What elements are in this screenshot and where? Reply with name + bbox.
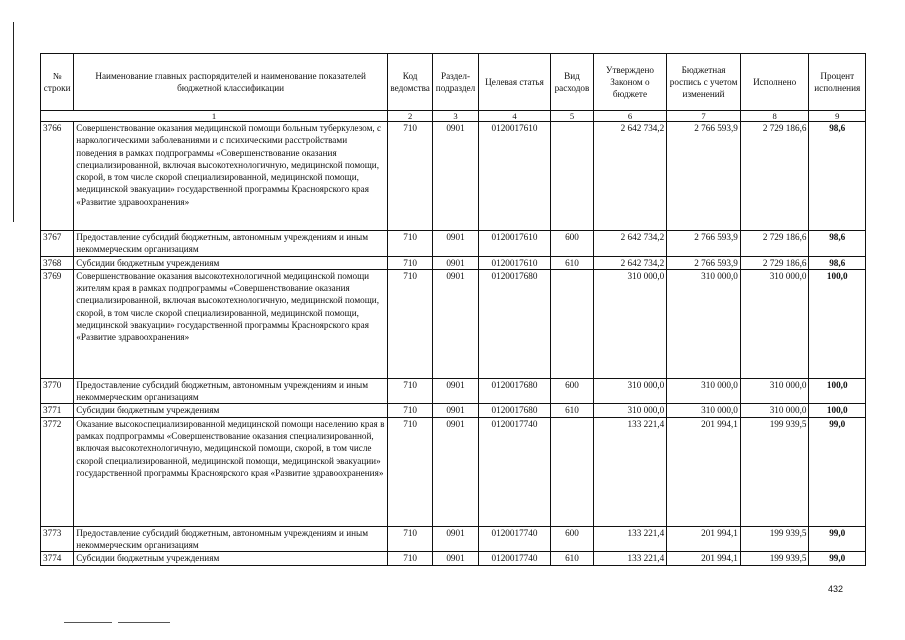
- header-dept-code: Код ведомства: [387, 54, 432, 111]
- margin-line: [13, 22, 14, 222]
- col-number-1: 1: [41, 111, 388, 122]
- row-revised: 310 000,0: [667, 404, 741, 417]
- row-section: 0901: [433, 231, 478, 257]
- row-exp-type: [551, 269, 593, 378]
- row-revised: 201 994,1: [667, 552, 741, 565]
- row-number: 3766: [41, 122, 74, 231]
- header-section: Раздел-подраздел: [433, 54, 478, 111]
- page-number: 432: [828, 584, 844, 594]
- row-executed: 2 729 186,6: [740, 256, 809, 269]
- row-revised: 310 000,0: [667, 378, 741, 404]
- table-row: [41, 378, 866, 404]
- row-target: 0120017610: [478, 256, 551, 269]
- table-row: [41, 122, 866, 231]
- row-exp-type: [551, 417, 593, 526]
- row-approved: 133 221,4: [593, 552, 667, 565]
- row-section: 0901: [433, 122, 478, 231]
- row-executed: 199 939,5: [740, 552, 809, 565]
- row-number: 3769: [41, 269, 74, 378]
- header-executed: Исполнено: [740, 54, 809, 111]
- row-target: 0120017680: [478, 269, 551, 378]
- row-target: 0120017740: [478, 552, 551, 565]
- row-percent: 98,6: [809, 122, 866, 231]
- row-percent: 99,0: [809, 526, 866, 552]
- row-number: 3767: [41, 231, 74, 257]
- row-name: Субсидии бюджетным учреждениям: [74, 404, 388, 417]
- row-dept-code: 710: [387, 231, 432, 257]
- row-target: 0120017680: [478, 404, 551, 417]
- row-number: 3774: [41, 552, 74, 565]
- row-dept-code: 710: [387, 256, 432, 269]
- row-revised: 2 766 593,9: [667, 231, 741, 257]
- row-percent: 100,0: [809, 404, 866, 417]
- row-percent: 98,6: [809, 256, 866, 269]
- row-dept-code: 710: [387, 378, 432, 404]
- row-executed: 2 729 186,6: [740, 231, 809, 257]
- column-number-row: [41, 111, 866, 122]
- row-percent: 100,0: [809, 269, 866, 378]
- budget-table: [40, 53, 866, 566]
- row-number: 3770: [41, 378, 74, 404]
- header-row-no: № строки: [41, 54, 74, 111]
- row-approved: 133 221,4: [593, 417, 667, 526]
- table-row: [41, 256, 866, 269]
- col-number-7: 7: [667, 111, 741, 122]
- row-revised: 310 000,0: [667, 269, 741, 378]
- row-section: 0901: [433, 417, 478, 526]
- col-number-6: 6: [593, 111, 667, 122]
- col-number-3: 3: [433, 111, 478, 122]
- row-revised: 2 766 593,9: [667, 256, 741, 269]
- row-dept-code: 710: [387, 552, 432, 565]
- footer-rule: [64, 622, 112, 623]
- row-target: 0120017610: [478, 122, 551, 231]
- row-target: 0120017740: [478, 526, 551, 552]
- header-target: Целевая статья: [478, 54, 551, 111]
- row-revised: 2 766 593,9: [667, 122, 741, 231]
- row-name: Предоставление субсидий бюджетным, автономным учреждениям и иным некоммерческим организациям: [74, 378, 388, 404]
- row-dept-code: 710: [387, 122, 432, 231]
- row-percent: 100,0: [809, 378, 866, 404]
- header-revised: Бюджетная роспись с учетом изменений: [667, 54, 741, 111]
- row-section: 0901: [433, 552, 478, 565]
- header-name: Наименование главных распорядителей и наименование показателей бюджетной классификации: [74, 54, 388, 111]
- row-approved: 2 642 734,2: [593, 122, 667, 231]
- row-number: 3768: [41, 256, 74, 269]
- table-row: [41, 231, 866, 257]
- row-target: 0120017740: [478, 417, 551, 526]
- row-exp-type: 610: [551, 256, 593, 269]
- table-row: [41, 269, 866, 378]
- row-name: Совершенствование оказания высокотехнологичной медицинской помощи жителям края в рамках подпрограммы «Совершенствование оказания специализированной, включая высокотехнологичную, медицинской помощи, скорой, в том числе скорой специализированной, медицинской помощи, медицинской эвакуации» государственной программы Красноярского края «Развитие здравоохранения»: [74, 269, 388, 378]
- col-number-2: 2: [387, 111, 432, 122]
- row-name: Предоставление субсидий бюджетным, автономным учреждениям и иным некоммерческим организациям: [74, 526, 388, 552]
- row-executed: 199 939,5: [740, 417, 809, 526]
- col-number-9: 9: [809, 111, 866, 122]
- row-percent: 99,0: [809, 417, 866, 526]
- row-executed: 310 000,0: [740, 404, 809, 417]
- row-percent: 98,6: [809, 231, 866, 257]
- table-row: [41, 417, 866, 526]
- header-row: [41, 54, 866, 111]
- row-name: Субсидии бюджетным учреждениям: [74, 256, 388, 269]
- row-dept-code: 710: [387, 526, 432, 552]
- row-section: 0901: [433, 256, 478, 269]
- row-approved: 310 000,0: [593, 404, 667, 417]
- row-name: Совершенствование оказания медицинской помощи больным туберкулезом, с наркологическими заболеваниями и с психическими расстройствами поведения в рамках подпрограммы «Совершенствование оказания специализированной, включая высокотехнологичную, медицинской помощи, скорой, в том числе скорой специализированной, медицинской помощи, медицинской эвакуации» государственной программы Красноярского края «Развитие здравоохранения»: [74, 122, 388, 231]
- row-executed: 310 000,0: [740, 269, 809, 378]
- row-number: 3773: [41, 526, 74, 552]
- row-exp-type: 600: [551, 231, 593, 257]
- row-dept-code: 710: [387, 269, 432, 378]
- footer-rule: [118, 622, 170, 623]
- row-exp-type: 610: [551, 404, 593, 417]
- row-number: 3771: [41, 404, 74, 417]
- row-target: 0120017680: [478, 378, 551, 404]
- col-number-8: 8: [740, 111, 809, 122]
- row-approved: 310 000,0: [593, 378, 667, 404]
- row-executed: 310 000,0: [740, 378, 809, 404]
- row-dept-code: 710: [387, 404, 432, 417]
- row-approved: 133 221,4: [593, 526, 667, 552]
- row-name: Оказание высокоспециализированной медицинской помощи населению края в рамках подпрограммы «Совершенствование оказания специализированной, включая высокотехнологичную, медицинской помощи, скорой, в том числе скорой специализированной, медицинской помощи, медицинской эвакуации» государственной программы Красноярского края «Развитие здравоохранения»: [74, 417, 388, 526]
- table-row: [41, 526, 866, 552]
- header-exp-type: Вид расходов: [551, 54, 593, 111]
- table-row: [41, 404, 866, 417]
- row-revised: 201 994,1: [667, 526, 741, 552]
- row-section: 0901: [433, 526, 478, 552]
- row-approved: 310 000,0: [593, 269, 667, 378]
- row-approved: 2 642 734,2: [593, 231, 667, 257]
- row-exp-type: 610: [551, 552, 593, 565]
- row-number: 3772: [41, 417, 74, 526]
- row-percent: 99,0: [809, 552, 866, 565]
- row-section: 0901: [433, 404, 478, 417]
- row-exp-type: [551, 122, 593, 231]
- row-section: 0901: [433, 378, 478, 404]
- row-executed: 199 939,5: [740, 526, 809, 552]
- row-executed: 2 729 186,6: [740, 122, 809, 231]
- row-section: 0901: [433, 269, 478, 378]
- col-number-4: 4: [478, 111, 551, 122]
- row-exp-type: 600: [551, 378, 593, 404]
- row-name: Субсидии бюджетным учреждениям: [74, 552, 388, 565]
- header-approved: Утверждено Законом о бюджете: [593, 54, 667, 111]
- header-percent: Процент исполнения: [809, 54, 866, 111]
- row-exp-type: 600: [551, 526, 593, 552]
- table-row: [41, 552, 866, 565]
- row-revised: 201 994,1: [667, 417, 741, 526]
- row-approved: 2 642 734,2: [593, 256, 667, 269]
- row-target: 0120017610: [478, 231, 551, 257]
- col-number-5: 5: [551, 111, 593, 122]
- row-dept-code: 710: [387, 417, 432, 526]
- row-name: Предоставление субсидий бюджетным, автономным учреждениям и иным некоммерческим организациям: [74, 231, 388, 257]
